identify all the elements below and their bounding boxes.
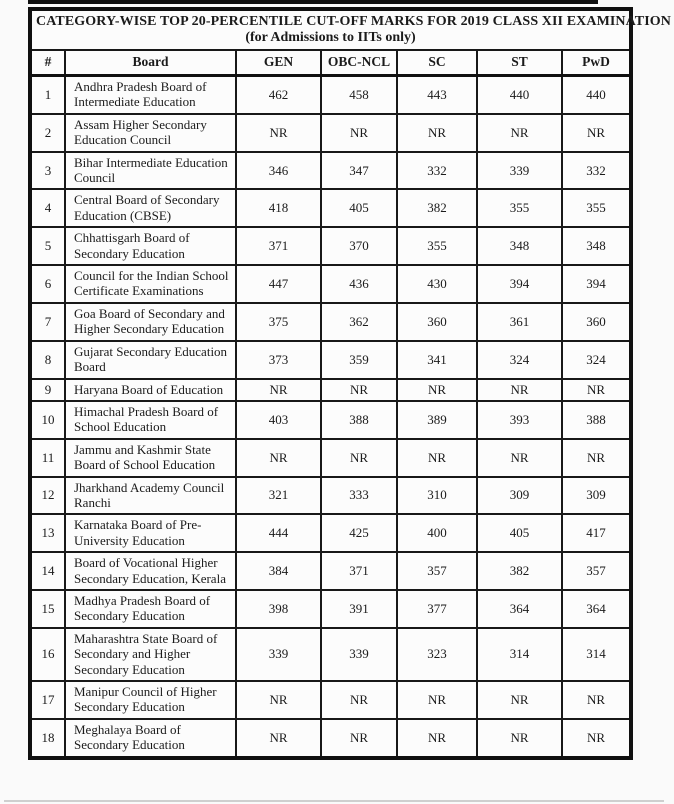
- mark-gen: NR: [236, 719, 321, 758]
- board-name: Haryana Board of Education: [65, 379, 236, 401]
- row-number: 15: [30, 590, 65, 628]
- table-title-cell: [30, 9, 671, 50]
- mark-pwd: 364: [562, 590, 631, 628]
- table-row: [30, 152, 631, 190]
- row-number: 3: [30, 152, 65, 190]
- mark-pwd: NR: [562, 719, 631, 758]
- row-number: 8: [30, 341, 65, 379]
- column-header-sc: SC: [397, 50, 477, 76]
- mark-sc: 382: [397, 189, 477, 227]
- mark-pwd: NR: [562, 681, 631, 719]
- mark-sc: 357: [397, 552, 477, 590]
- mark-obc-ncl: 391: [321, 590, 397, 628]
- mark-sc: 323: [397, 628, 477, 681]
- mark-gen: 371: [236, 227, 321, 265]
- mark-st: NR: [477, 379, 562, 401]
- mark-st: 309: [477, 477, 562, 515]
- board-name: Bihar Intermediate Education Council: [65, 152, 236, 190]
- row-number: 9: [30, 379, 65, 401]
- board-name: Andhra Pradesh Board of Intermediate Education: [65, 76, 236, 114]
- mark-obc-ncl: 333: [321, 477, 397, 515]
- mark-obc-ncl: 405: [321, 189, 397, 227]
- table-body: [30, 76, 631, 758]
- mark-gen: 403: [236, 401, 321, 439]
- table-row: [30, 341, 631, 379]
- mark-gen: 321: [236, 477, 321, 515]
- mark-pwd: 360: [562, 303, 631, 341]
- board-name: Himachal Pradesh Board of School Education: [65, 401, 236, 439]
- mark-pwd: 309: [562, 477, 631, 515]
- mark-pwd: 388: [562, 401, 631, 439]
- mark-gen: 447: [236, 265, 321, 303]
- mark-obc-ncl: 347: [321, 152, 397, 190]
- table-row: [30, 265, 631, 303]
- mark-obc-ncl: 388: [321, 401, 397, 439]
- table-row: [30, 628, 631, 681]
- board-name: Board of Vocational Higher Secondary Education, Kerala: [65, 552, 236, 590]
- mark-st: 339: [477, 152, 562, 190]
- mark-sc: 341: [397, 341, 477, 379]
- table-row: [30, 189, 631, 227]
- mark-sc: NR: [397, 719, 477, 758]
- board-name: Maharashtra State Board of Secondary and Higher Secondary Education: [65, 628, 236, 681]
- top-edge-bar: [28, 0, 598, 4]
- table-row: [30, 227, 631, 265]
- board-name: Manipur Council of Higher Secondary Education: [65, 681, 236, 719]
- mark-st: NR: [477, 114, 562, 152]
- mark-st: 355: [477, 189, 562, 227]
- mark-obc-ncl: 425: [321, 514, 397, 552]
- mark-sc: 377: [397, 590, 477, 628]
- mark-pwd: 417: [562, 514, 631, 552]
- table-subtitle: (for Admissions to IITs only): [245, 30, 416, 45]
- mark-st: 314: [477, 628, 562, 681]
- board-name: Chhattisgarh Board of Secondary Education: [65, 227, 236, 265]
- board-name: Central Board of Secondary Education (CBSE): [65, 189, 236, 227]
- board-name: Madhya Pradesh Board of Secondary Education: [65, 590, 236, 628]
- mark-st: 393: [477, 401, 562, 439]
- mark-sc: 389: [397, 401, 477, 439]
- mark-obc-ncl: 359: [321, 341, 397, 379]
- mark-sc: 310: [397, 477, 477, 515]
- mark-st: 405: [477, 514, 562, 552]
- mark-gen: 398: [236, 590, 321, 628]
- mark-obc-ncl: NR: [321, 439, 397, 477]
- row-number: 18: [30, 719, 65, 758]
- mark-obc-ncl: 370: [321, 227, 397, 265]
- board-name: Council for the Indian School Certificate Examinations: [65, 265, 236, 303]
- mark-st: 382: [477, 552, 562, 590]
- mark-pwd: 357: [562, 552, 631, 590]
- row-number: 16: [30, 628, 65, 681]
- mark-sc: NR: [397, 681, 477, 719]
- mark-pwd: 440: [562, 76, 631, 114]
- column-header-st: ST: [477, 50, 562, 76]
- board-name: Meghalaya Board of Secondary Education: [65, 719, 236, 758]
- mark-pwd: 314: [562, 628, 631, 681]
- row-number: 10: [30, 401, 65, 439]
- mark-gen: 346: [236, 152, 321, 190]
- mark-st: 348: [477, 227, 562, 265]
- mark-pwd: NR: [562, 114, 631, 152]
- column-header-obc-ncl: OBC-NCL: [321, 50, 397, 76]
- mark-pwd: 394: [562, 265, 631, 303]
- row-number: 13: [30, 514, 65, 552]
- mark-pwd: 332: [562, 152, 631, 190]
- mark-st: NR: [477, 719, 562, 758]
- column-header-: #: [30, 50, 65, 76]
- mark-gen: 418: [236, 189, 321, 227]
- column-header-gen: GEN: [236, 50, 321, 76]
- board-name: Assam Higher Secondary Education Council: [65, 114, 236, 152]
- row-number: 5: [30, 227, 65, 265]
- mark-obc-ncl: NR: [321, 114, 397, 152]
- table-row: [30, 514, 631, 552]
- mark-gen: NR: [236, 114, 321, 152]
- title-row: [30, 9, 631, 50]
- row-number: 7: [30, 303, 65, 341]
- mark-st: 324: [477, 341, 562, 379]
- board-name: Karnataka Board of Pre-University Education: [65, 514, 236, 552]
- mark-gen: NR: [236, 439, 321, 477]
- mark-sc: 355: [397, 227, 477, 265]
- board-name: Jammu and Kashmir State Board of School Education: [65, 439, 236, 477]
- bottom-divider: [4, 800, 664, 802]
- mark-gen: 444: [236, 514, 321, 552]
- mark-obc-ncl: NR: [321, 719, 397, 758]
- cutoff-marks-table: [28, 7, 671, 760]
- header-row: [30, 50, 631, 76]
- mark-sc: NR: [397, 114, 477, 152]
- column-header-board: Board: [65, 50, 236, 76]
- mark-st: 440: [477, 76, 562, 114]
- mark-gen: NR: [236, 379, 321, 401]
- table-row: [30, 114, 631, 152]
- mark-sc: 360: [397, 303, 477, 341]
- mark-sc: 332: [397, 152, 477, 190]
- mark-sc: 430: [397, 265, 477, 303]
- row-number: 12: [30, 477, 65, 515]
- table-row: [30, 401, 631, 439]
- mark-st: NR: [477, 681, 562, 719]
- mark-obc-ncl: 436: [321, 265, 397, 303]
- table-row: [30, 439, 631, 477]
- board-name: Gujarat Secondary Education Board: [65, 341, 236, 379]
- mark-obc-ncl: NR: [321, 379, 397, 401]
- table-row: [30, 681, 631, 719]
- mark-st: NR: [477, 439, 562, 477]
- table-title: CATEGORY-WISE TOP 20-PERCENTILE CUT-OFF MARKS FOR 2019 CLASS XII EXAMINATION: [36, 14, 671, 29]
- row-number: 17: [30, 681, 65, 719]
- mark-gen: 339: [236, 628, 321, 681]
- mark-obc-ncl: 371: [321, 552, 397, 590]
- mark-obc-ncl: NR: [321, 681, 397, 719]
- mark-pwd: 348: [562, 227, 631, 265]
- mark-pwd: NR: [562, 379, 631, 401]
- mark-gen: NR: [236, 681, 321, 719]
- mark-sc: 443: [397, 76, 477, 114]
- mark-gen: 373: [236, 341, 321, 379]
- mark-pwd: NR: [562, 439, 631, 477]
- mark-pwd: 355: [562, 189, 631, 227]
- row-number: 11: [30, 439, 65, 477]
- mark-obc-ncl: 339: [321, 628, 397, 681]
- board-name: Jharkhand Academy Council Ranchi: [65, 477, 236, 515]
- row-number: 14: [30, 552, 65, 590]
- table-row: [30, 477, 631, 515]
- mark-sc: NR: [397, 439, 477, 477]
- mark-st: 361: [477, 303, 562, 341]
- table-row: [30, 76, 631, 114]
- mark-gen: 384: [236, 552, 321, 590]
- mark-obc-ncl: 458: [321, 76, 397, 114]
- board-name: Goa Board of Secondary and Higher Secondary Education: [65, 303, 236, 341]
- table-row: [30, 552, 631, 590]
- mark-sc: 400: [397, 514, 477, 552]
- table-row: [30, 303, 631, 341]
- mark-gen: 462: [236, 76, 321, 114]
- row-number: 1: [30, 76, 65, 114]
- table-row: [30, 590, 631, 628]
- column-header-pwd: PwD: [562, 50, 631, 76]
- mark-sc: NR: [397, 379, 477, 401]
- mark-obc-ncl: 362: [321, 303, 397, 341]
- mark-gen: 375: [236, 303, 321, 341]
- row-number: 4: [30, 189, 65, 227]
- table-row: [30, 719, 631, 758]
- table-row: [30, 379, 631, 401]
- mark-st: 394: [477, 265, 562, 303]
- row-number: 6: [30, 265, 65, 303]
- mark-st: 364: [477, 590, 562, 628]
- row-number: 2: [30, 114, 65, 152]
- mark-pwd: 324: [562, 341, 631, 379]
